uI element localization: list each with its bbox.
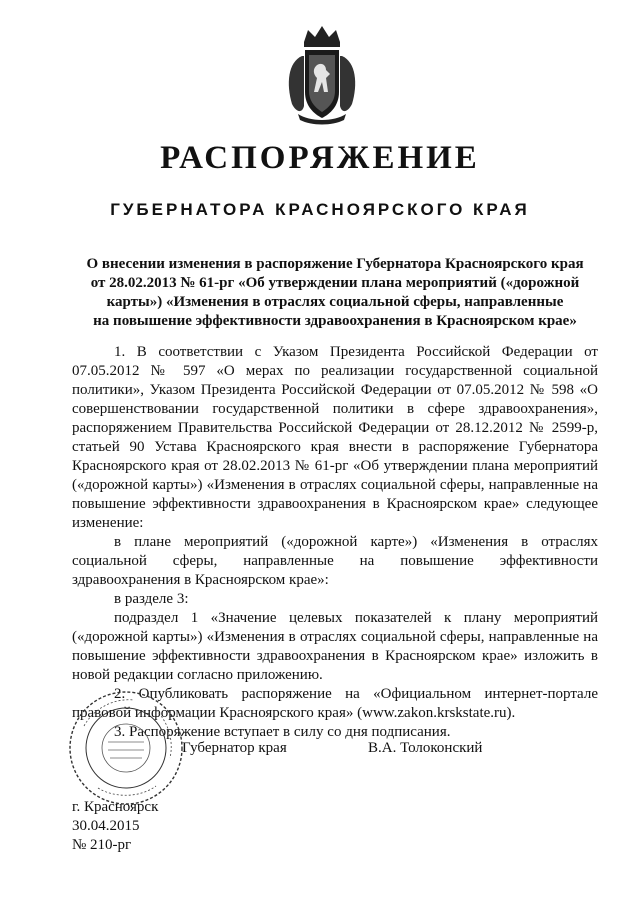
subject-line: карты») «Изменения в отраслях социальной сферы, направленные [106, 294, 564, 310]
document-subtitle: ГУБЕРНАТОРА КРАСНОЯРСКОГО КРАЯ [110, 200, 530, 219]
body-paragraph-1: 1. В соответствии с Указом Президента Российской Федерации от 07.05.2012 № 597 «О мерах по реализации государственной социальной политики», Указом Президента Российской Федерации от 07.05.2012 № 598 «О совершенствовании государственной политики в сфере здравоохранения», распоряжением Правительства Российской Федерации от 28.12.2012 № 2599-р, статьей 90 Устава Красноярского края внести в распоряжение Губернатора Красноярского края от 28.02.2013 № 61-рг «Об утверждении плана мероприятий («дорожной карты») «Изменения в отраслях социальной сферы, направленные на повышение эффективности здравоохранения в Красноярском крае» следующее изменение: [72, 344, 598, 531]
subject-line: О внесении изменения в распоряжение Губернатора Красноярского края [86, 256, 584, 272]
body-paragraph-4: подраздел 1 «Значение целевых показателей к плану мероприятий («дорожной карты») «Изменения в отраслях социальной сферы, направленные на повышение эффективности здравоохранения в Красноярском крае» изложить в новой редакции согласно приложению. [72, 610, 598, 683]
signatory-name: В.А. Толоконский [368, 740, 483, 756]
coat-of-arms-emblem [284, 22, 360, 130]
subject-line: от 28.02.2013 № 61-рг «Об утверждении плана мероприятий («дорожной [90, 275, 580, 291]
subject-line: на повышение эффективности здравоохранения в Красноярском крае» [93, 313, 577, 329]
signatory-position: Губернатор края [182, 740, 287, 756]
body-paragraph-6: 3. Распоряжение вступает в силу со дня подписания. [114, 724, 451, 740]
body-paragraph-5: 2. Опубликовать распоряжение на «Официальном интернет-портале правовой информации Красноярского края» (www.zakon.krskstate.ru). [72, 686, 598, 721]
body-paragraph-3: в разделе 3: [114, 591, 189, 607]
document-number: № 210-рг [72, 837, 132, 853]
document-title: РАСПОРЯЖЕНИЕ [160, 140, 480, 176]
issue-date: 30.04.2015 [72, 818, 140, 834]
document-subject [70, 255, 600, 331]
body-paragraph-2: в плане мероприятий («дорожной карте») «Изменения в отраслях социальной сферы, направленные на повышение эффективности здравоохранения в Красноярском крае»: [72, 534, 598, 588]
official-stamp-icon [64, 686, 188, 810]
document-body [72, 343, 598, 742]
issue-city: г. Красноярск [72, 799, 159, 815]
